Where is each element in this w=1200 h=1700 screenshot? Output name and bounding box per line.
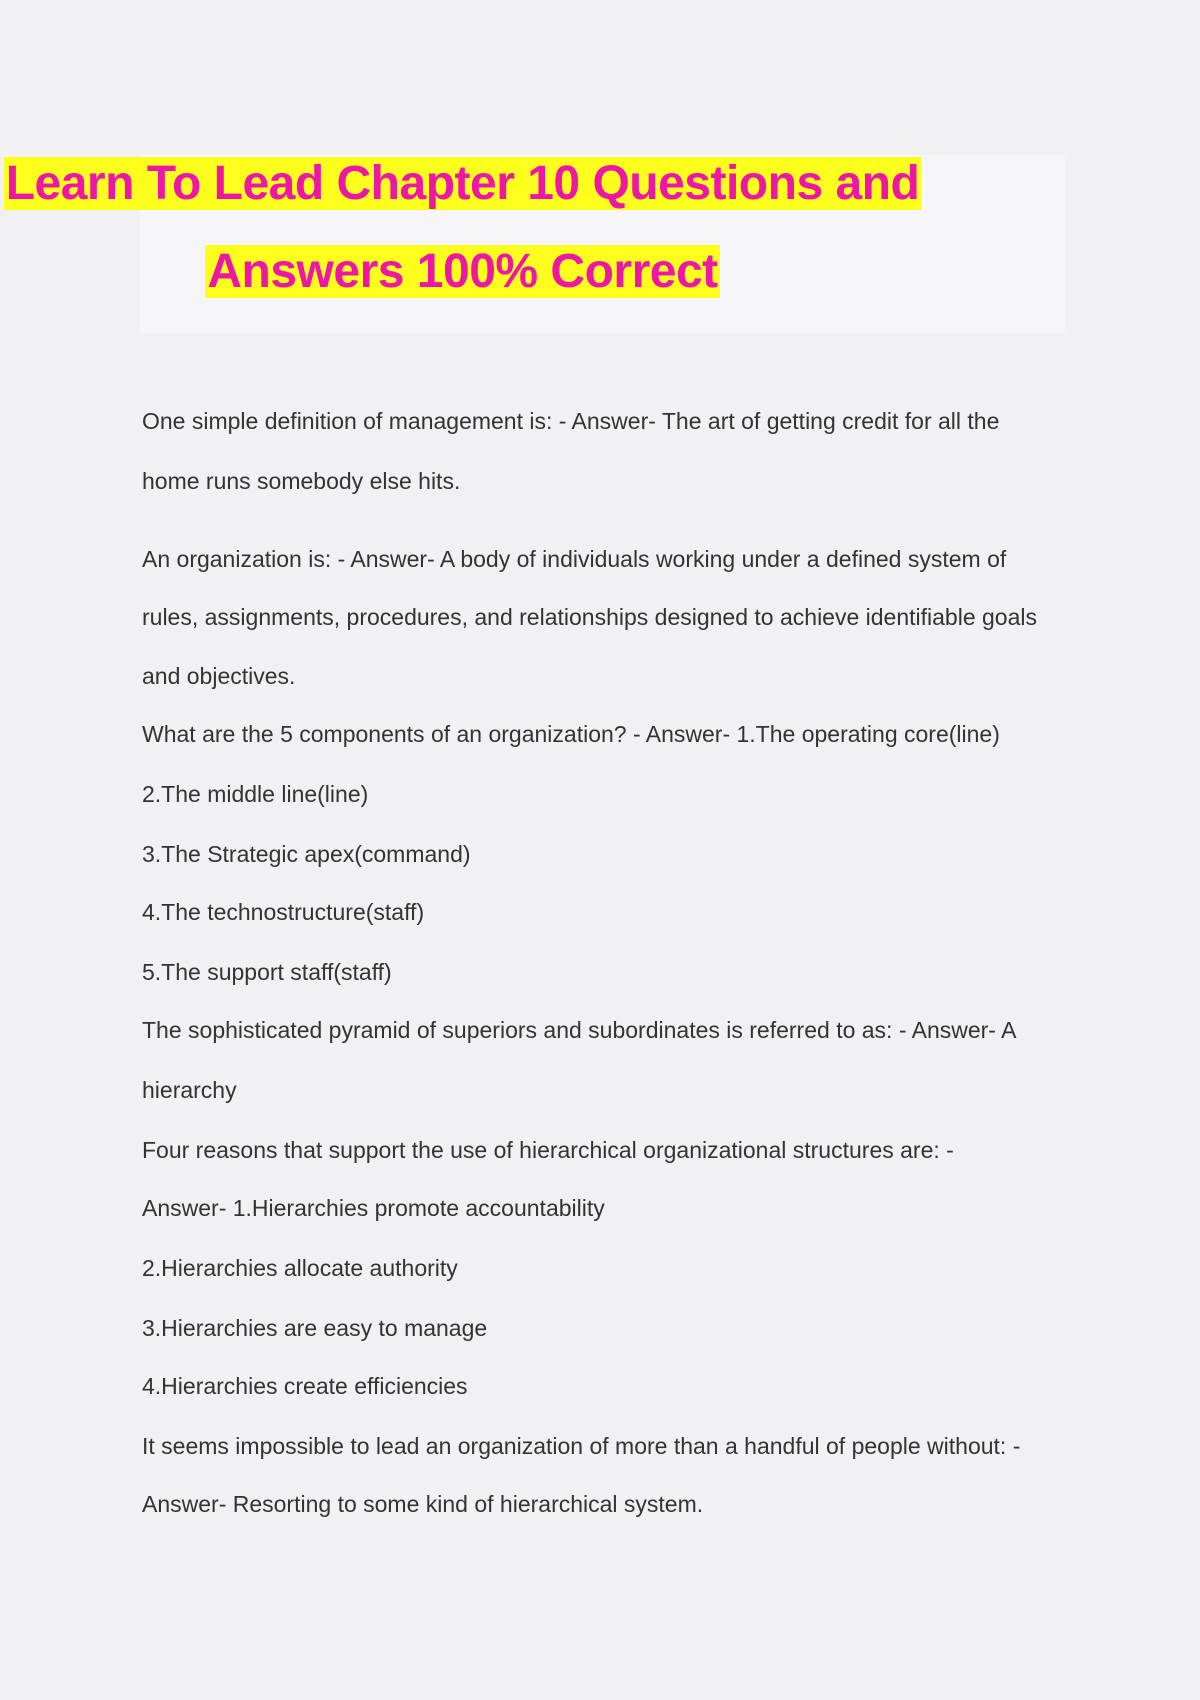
- text-line: 4.Hierarchies create efficiencies: [142, 1373, 468, 1399]
- text-line: 2.The middle line(line): [142, 781, 369, 807]
- title-line-2-text: Answers 100% Correct: [207, 245, 718, 298]
- text-line: 5.The support staff(staff): [142, 959, 392, 985]
- text-line: The sophisticated pyramid of superiors and subordinates is referred to as: - Answer- A: [142, 1017, 1017, 1043]
- text-line: 3.Hierarchies are easy to manage: [142, 1315, 488, 1341]
- text-line: 3.The Strategic apex(command): [142, 841, 471, 867]
- text-line: hierarchy: [142, 1077, 237, 1103]
- title-line-1-text: Learn To Lead Chapter 10 Questions and: [5, 157, 920, 210]
- text-line: An organization is: - Answer- A body of individuals working under a defined system of: [142, 546, 1007, 572]
- text-line: rules, assignments, procedures, and relationships designed to achieve identifiable goals: [142, 604, 1037, 630]
- text-line: 2.Hierarchies allocate authority: [142, 1255, 458, 1281]
- text-line: What are the 5 components of an organization? - Answer- 1.The operating core(line): [142, 721, 1000, 747]
- text-line: Answer- 1.Hierarchies promote accountability: [142, 1195, 605, 1221]
- text-line: Answer- Resorting to some kind of hierarchical system.: [142, 1491, 704, 1517]
- text-line: home runs somebody else hits.: [142, 468, 461, 494]
- text-line: and objectives.: [142, 663, 296, 689]
- title-line-1: [0, 155, 925, 213]
- text-line: It seems impossible to lead an organization of more than a handful of people without: -: [142, 1433, 1021, 1459]
- text-line: Four reasons that support the use of hierarchical organizational structures are: -: [142, 1137, 954, 1163]
- text-line: One simple definition of management is: - Answer- The art of getting credit for all the: [142, 408, 1000, 434]
- title-line-2: [0, 243, 925, 301]
- text-line: 4.The technostructure(staff): [142, 899, 425, 925]
